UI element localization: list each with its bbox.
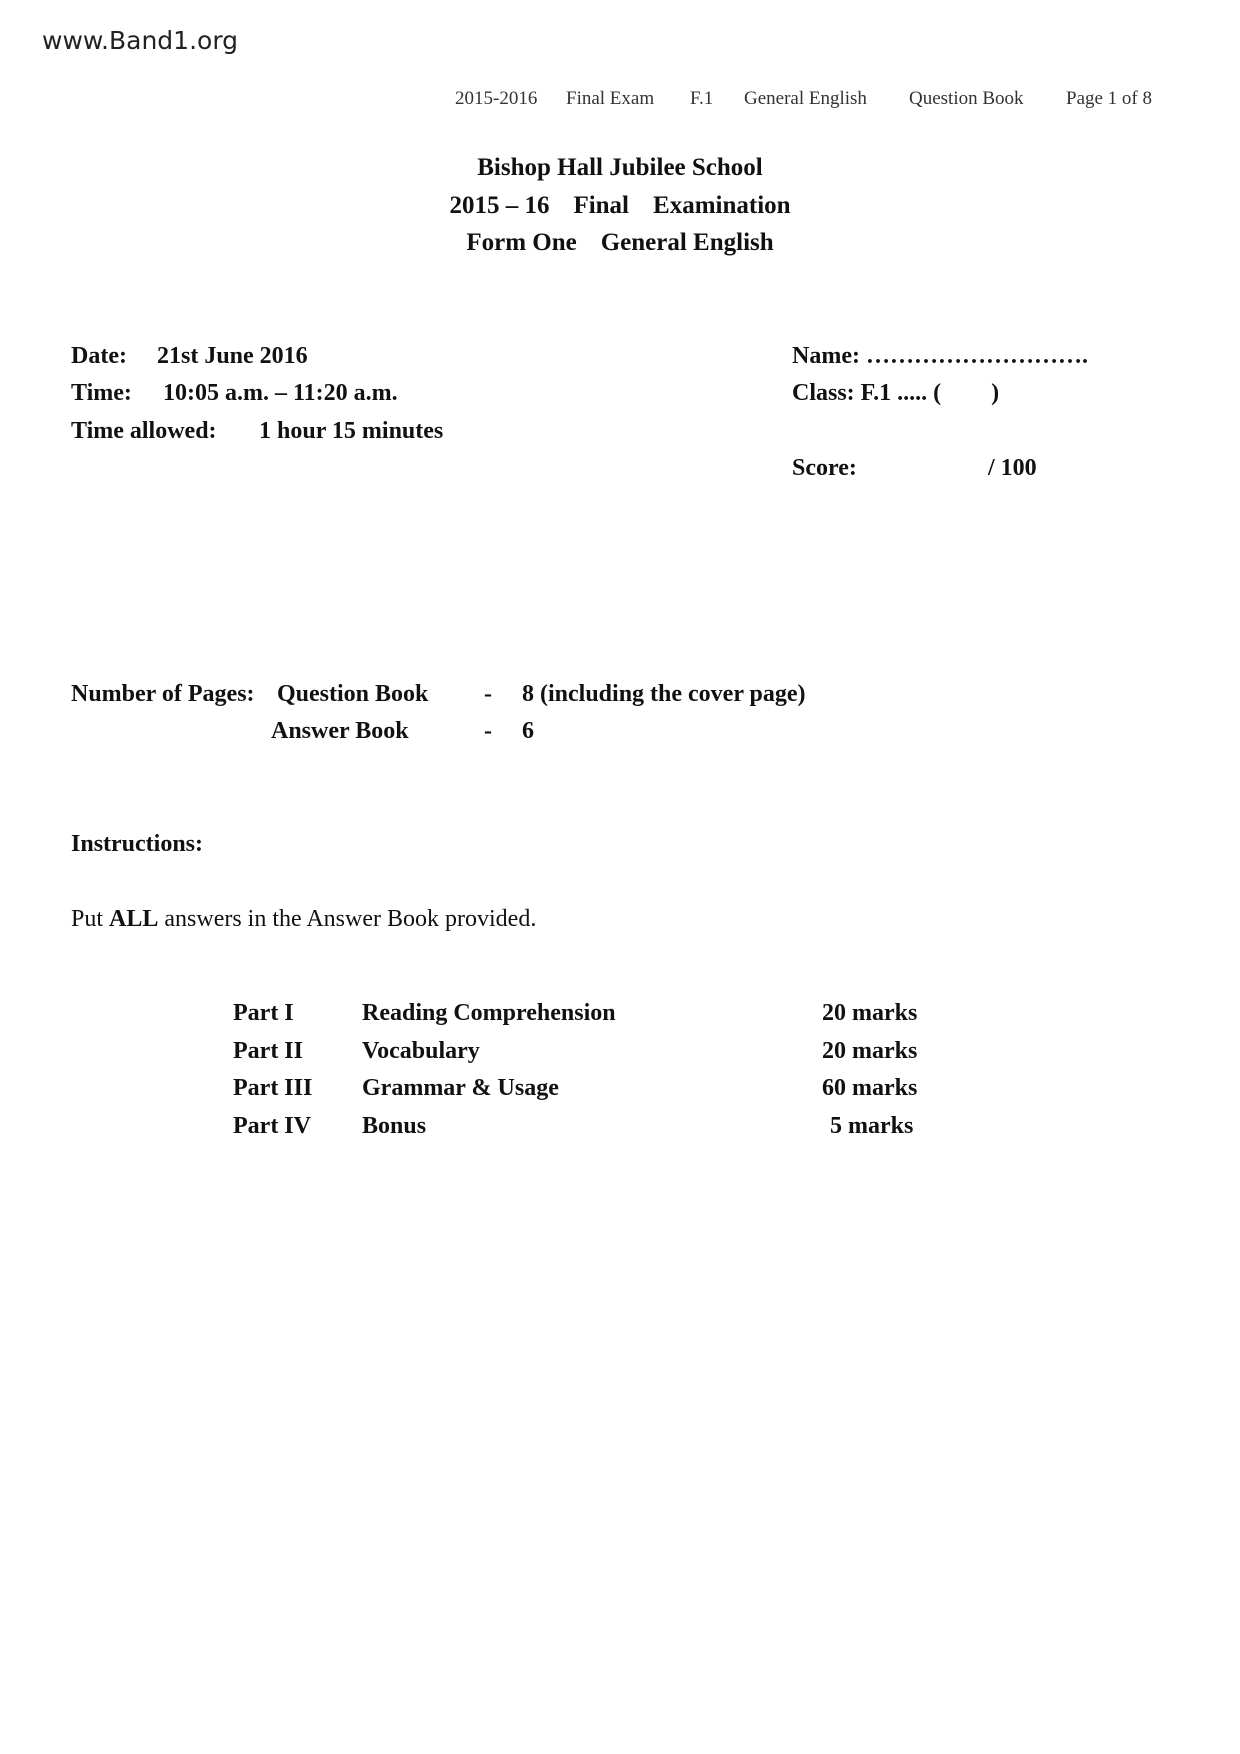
form-subject bbox=[0, 229, 1240, 257]
answer-book-label: Answer Book bbox=[271, 718, 409, 744]
header-year: 2015-2016 bbox=[455, 88, 538, 109]
question-dash: - bbox=[484, 681, 492, 707]
part-marks: 20 marks bbox=[822, 1038, 918, 1064]
instructions-heading: Instructions: bbox=[71, 831, 204, 857]
part-name: Grammar & Usage bbox=[362, 1075, 559, 1101]
part-label: Part II bbox=[233, 1038, 303, 1064]
school-name: Bishop Hall Jubilee School bbox=[477, 154, 763, 181]
instructions-text-bold: ALL bbox=[109, 906, 159, 932]
form-name: Form One bbox=[466, 229, 577, 256]
part-name: Reading Comprehension bbox=[362, 1000, 616, 1026]
score-value: / 100 bbox=[988, 455, 1037, 481]
pages-label: Number of Pages: bbox=[71, 681, 255, 707]
answer-book-count: 6 bbox=[522, 718, 534, 744]
date-line bbox=[71, 343, 308, 370]
date-value: 21st June 2016 bbox=[157, 343, 308, 369]
part-marks: 20 marks bbox=[822, 1000, 918, 1026]
exam-title bbox=[0, 192, 1240, 220]
class-label: Class: F.1 ..... ( bbox=[792, 380, 942, 406]
instructions-text-after: answers in the Answer Book provided. bbox=[158, 906, 537, 932]
name-field[interactable]: Name: ………………………. bbox=[792, 343, 1088, 369]
exam-final: Final bbox=[573, 192, 630, 219]
header-form: F.1 bbox=[690, 88, 714, 109]
part-marks: 60 marks bbox=[822, 1075, 918, 1101]
header-exam: Final Exam bbox=[566, 88, 655, 109]
watermark: www.Band1.org bbox=[42, 26, 239, 55]
time-allowed-value: 1 hour 15 minutes bbox=[259, 418, 444, 444]
date-label: Date: bbox=[71, 343, 127, 369]
part-name: Vocabulary bbox=[362, 1038, 480, 1064]
question-book-label: Question Book bbox=[277, 681, 429, 707]
time-value: 10:05 a.m. – 11:20 a.m. bbox=[163, 380, 398, 406]
page-header bbox=[0, 88, 1172, 116]
exam-examination: Examination bbox=[653, 192, 791, 219]
part-name: Bonus bbox=[362, 1113, 427, 1139]
header-page: Page 1 of 8 bbox=[1066, 88, 1153, 109]
class-field[interactable] bbox=[792, 380, 999, 407]
part-label: Part I bbox=[233, 1000, 294, 1026]
question-book-count: 8 (including the cover page) bbox=[522, 681, 806, 707]
time-allowed-line bbox=[71, 418, 443, 445]
header-subject: General English bbox=[744, 88, 867, 109]
part-marks: 5 marks bbox=[830, 1113, 914, 1139]
score-label: Score: bbox=[792, 455, 857, 481]
subject-name: General English bbox=[600, 229, 774, 256]
time-label: Time: bbox=[71, 380, 132, 406]
exam-year: 2015 – 16 bbox=[449, 192, 550, 219]
header-book: Question Book bbox=[909, 88, 1024, 109]
part-label: Part III bbox=[233, 1075, 313, 1101]
part-label: Part IV bbox=[233, 1113, 311, 1139]
answer-dash: - bbox=[484, 718, 492, 744]
time-line bbox=[71, 380, 398, 407]
instructions-text-before: Put bbox=[71, 906, 110, 932]
class-close: ) bbox=[991, 380, 1000, 406]
instructions-text bbox=[71, 906, 536, 933]
time-allowed-label: Time allowed: bbox=[71, 418, 217, 444]
